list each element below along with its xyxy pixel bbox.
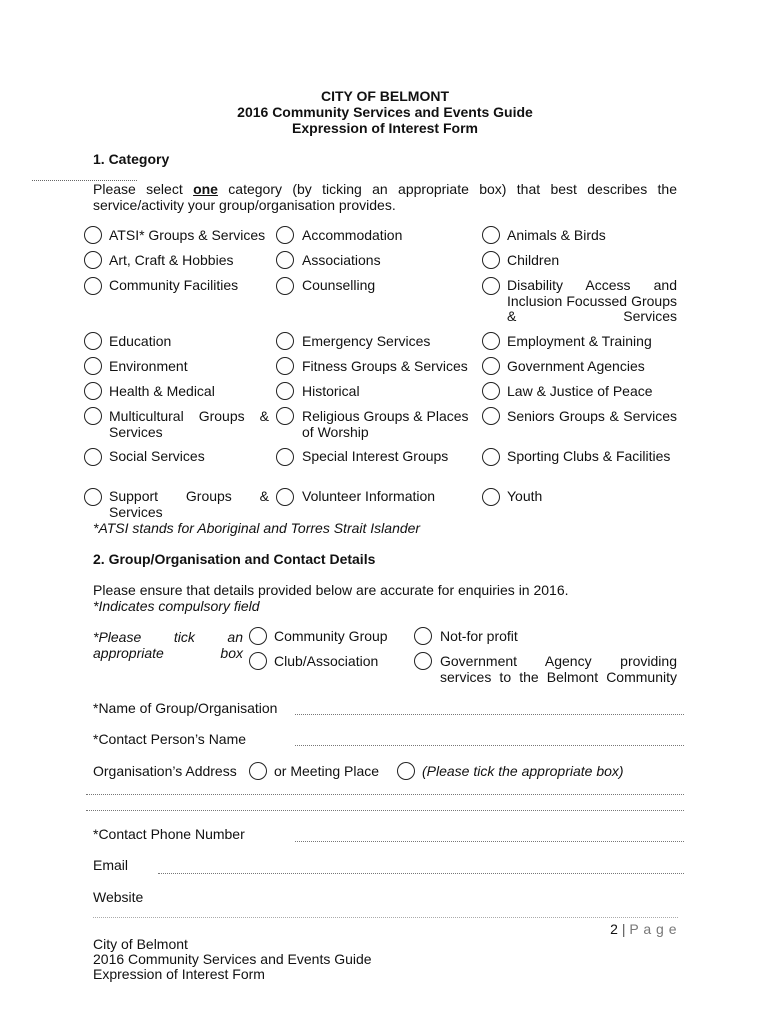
name-of-group-input[interactable] (295, 700, 684, 715)
doc-title: CITY OF BELMONT (320, 88, 450, 104)
category-label: Law & Justice of Peace (507, 383, 653, 399)
org-type-label: Club/Association (274, 653, 379, 669)
tick-prompt: *Please tick an appropriate box (93, 629, 243, 661)
category-label: Multicultural Groups & Services (109, 408, 269, 440)
category-label: Animals & Birds (507, 227, 606, 243)
radio-atsi[interactable] (84, 226, 102, 244)
radio-support-groups[interactable] (84, 488, 102, 506)
contact-person-input[interactable] (295, 731, 684, 746)
footer-org: City of Belmont (93, 936, 188, 952)
category-label: Support Groups & Services (109, 488, 269, 520)
section-category-heading: 1. Category (93, 151, 170, 167)
field-label-contact: *Contact Person’s Name (93, 731, 247, 747)
radio-children[interactable] (482, 251, 500, 269)
category-label: Social Services (109, 448, 205, 464)
category-label: Education (109, 333, 172, 349)
radio-community-facilities[interactable] (84, 277, 102, 295)
category-label: Seniors Groups & Services (507, 408, 677, 424)
radio-club-association[interactable] (249, 652, 267, 670)
radio-multicultural[interactable] (84, 407, 102, 425)
field-label-meeting-place: or Meeting Place (274, 763, 380, 779)
radio-emergency[interactable] (276, 332, 294, 350)
radio-government-agency[interactable] (414, 652, 432, 670)
category-label: Employment & Training (507, 333, 652, 349)
radio-sporting[interactable] (482, 448, 500, 466)
radio-disability[interactable] (482, 277, 500, 295)
email-input[interactable] (158, 859, 684, 874)
category-label: Counselling (302, 277, 376, 293)
field-label-address: Organisation’s Address (93, 763, 237, 779)
category-label: Accommodation (302, 227, 403, 243)
category-label: Government Agencies (507, 358, 645, 374)
doc-form-name: Expression of Interest Form (292, 120, 478, 136)
category-instructions: Please select one category (by ticking an appropriate box) that best describes the service/activity your group/organisation provides. (93, 181, 677, 213)
radio-social-services[interactable] (84, 448, 102, 466)
address-line-2-input[interactable] (86, 796, 684, 811)
radio-special-interest[interactable] (276, 448, 294, 466)
radio-volunteer[interactable] (276, 488, 294, 506)
radio-employment[interactable] (482, 332, 500, 350)
emphasis-one: one (193, 181, 218, 197)
category-label: Health & Medical (109, 383, 215, 399)
radio-fitness[interactable] (276, 357, 294, 375)
org-type-label: Community Group (274, 628, 388, 644)
contact-phone-input[interactable] (295, 827, 684, 842)
category-label: Special Interest Groups (302, 448, 449, 464)
radio-associations[interactable] (276, 251, 294, 269)
radio-community-group[interactable] (249, 627, 267, 645)
radio-organisation-address[interactable] (249, 762, 267, 780)
radio-art-craft[interactable] (84, 251, 102, 269)
radio-health[interactable] (84, 382, 102, 400)
page-indicator: 2 | P a g e (610, 921, 677, 937)
category-label: Disability Access and Inclusion Focussed Groups & Services (507, 277, 677, 324)
category-label: Environment (109, 358, 188, 374)
category-label: Volunteer Information (302, 488, 436, 504)
category-label: Fitness Groups & Services (302, 358, 468, 374)
category-label: Historical (302, 383, 360, 399)
radio-counselling[interactable] (276, 277, 294, 295)
radio-accommodation[interactable] (276, 226, 294, 244)
category-label: Art, Craft & Hobbies (109, 252, 234, 268)
category-label: Associations (302, 252, 381, 268)
radio-animals-birds[interactable] (482, 226, 500, 244)
footer-divider (93, 917, 678, 918)
radio-law-justice[interactable] (482, 382, 500, 400)
footer-form: Expression of Interest Form (93, 966, 265, 982)
category-label: ATSI* Groups & Services (109, 227, 266, 243)
category-label: Community Facilities (109, 277, 239, 293)
field-label-email: Email (93, 857, 129, 873)
atsi-footnote: *ATSI stands for Aboriginal and Torres Strait Islander (93, 520, 421, 536)
radio-youth[interactable] (482, 488, 500, 506)
org-type-label: Government Agency providing services to the Belmont Community (440, 653, 677, 685)
category-label: Emergency Services (302, 333, 431, 349)
compulsory-note: *Indicates compulsory field (93, 598, 260, 614)
page-number: 2 (610, 921, 618, 937)
category-label: Religious Groups & Places of Worship (302, 408, 469, 440)
radio-religious[interactable] (276, 407, 294, 425)
radio-historical[interactable] (276, 382, 294, 400)
page-word: P a g e (629, 921, 677, 937)
field-label-phone: *Contact Phone Number (93, 826, 245, 842)
contact-intro: Please ensure that details provided below are accurate for enquiries in 2016. (93, 582, 569, 598)
doc-subtitle: 2016 Community Services and Events Guide (237, 104, 533, 120)
category-label: Youth (507, 488, 543, 504)
field-label-website: Website (93, 889, 144, 905)
field-label-name: *Name of Group/Organisation (93, 700, 278, 716)
address-line-1-input[interactable] (86, 780, 684, 795)
org-type-label: Not-for profit (440, 628, 518, 644)
category-label: Children (507, 252, 560, 268)
radio-meeting-place[interactable] (397, 762, 415, 780)
radio-seniors[interactable] (482, 407, 500, 425)
section-contact-heading: 2. Group/Organisation and Contact Details (93, 551, 376, 567)
radio-not-for-profit[interactable] (414, 627, 432, 645)
radio-government[interactable] (482, 357, 500, 375)
category-label: Sporting Clubs & Facilities (507, 448, 671, 464)
footer-guide: 2016 Community Services and Events Guide (93, 951, 372, 967)
radio-education[interactable] (84, 332, 102, 350)
radio-environment[interactable] (84, 357, 102, 375)
address-tick-note: (Please tick the appropriate box) (422, 763, 624, 779)
